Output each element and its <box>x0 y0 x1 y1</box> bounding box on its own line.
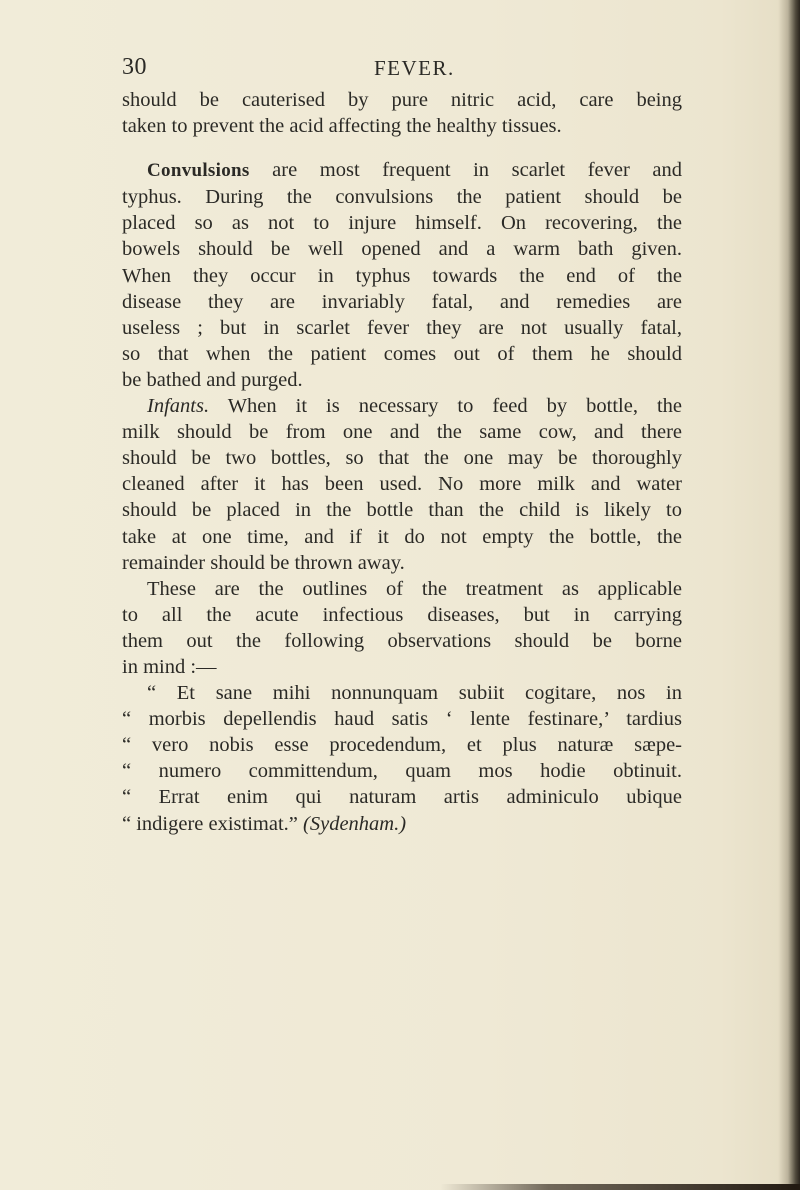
paragraph-convulsions <box>122 157 682 393</box>
text-line: milk should be from one and the same cow, and there <box>122 421 682 444</box>
text-line: be bathed and purged. <box>122 368 303 391</box>
text-line: taken to prevent the acid affecting the healthy tissues. <box>122 115 562 138</box>
text-line: take at one time, and if it do not empty the bottle, the <box>122 525 682 548</box>
quote-attribution: (Sydenham.) <box>303 812 407 835</box>
text-line: When they occur in typhus towards the end of the <box>122 264 682 287</box>
quote-line <box>122 811 682 837</box>
page-edge-shadow <box>778 0 800 1190</box>
text-line <box>122 157 682 184</box>
quote-line: “ Et sane mihi nonnunquam subiit cogitare, nos in <box>147 682 682 705</box>
body-text <box>122 87 682 837</box>
text-line: in mind :— <box>122 655 217 678</box>
sydenham-quotation <box>122 680 682 837</box>
paragraph-infants <box>122 393 682 576</box>
text-line: to all the acute infectious diseases, but in carrying <box>122 603 682 626</box>
quote-line: “ Errat enim qui naturam artis adminiculo ubique <box>122 786 682 809</box>
text-line: remainder should be thrown away. <box>122 551 405 574</box>
text-line: disease they are invariably fatal, and remedies are <box>122 290 682 313</box>
text-line: bowels should be well opened and a warm bath given. <box>122 238 682 261</box>
section-lead-convulsions: Convulsions <box>147 160 250 182</box>
page-header <box>122 54 682 84</box>
text-fragment: are most frequent in scarlet fever and <box>249 159 682 182</box>
paragraph-cautery <box>122 87 682 139</box>
text-line: typhus. During the convulsions the patient should be <box>122 186 682 209</box>
quote-line: “ vero nobis esse procedendum, et plus naturæ sæpe- <box>122 734 682 757</box>
text-line <box>122 393 682 419</box>
text-line: useless ; but in scarlet fever they are not usually fatal, <box>122 316 682 339</box>
text-line: These are the outlines of the treatment as applicable <box>147 577 682 600</box>
quote-line: “ morbis depellendis haud satis ‘ lente festinare,’ tardius <box>122 708 682 731</box>
text-fragment: When it is necessary to feed by bottle, the <box>209 395 682 418</box>
page-number: 30 <box>122 54 147 80</box>
text-line: them out the following observations should be borne <box>122 629 682 652</box>
bottom-edge-shadow <box>440 1184 800 1190</box>
text-line: cleaned after it has been used. No more milk and water <box>122 473 682 496</box>
running-head: FEVER. <box>374 56 455 80</box>
text-line: so that when the patient comes out of them he should <box>122 342 682 365</box>
text-line: should be two bottles, so that the one may be thoroughly <box>122 447 682 470</box>
quote-line: “ numero committendum, quam mos hodie obtinuit. <box>122 760 682 783</box>
text-line: should be placed in the bottle than the child is likely to <box>122 499 682 522</box>
text-line: should be cauterised by pure nitric acid, care being <box>122 89 682 111</box>
paragraph-outlines <box>122 576 682 680</box>
text-fragment: “ indigere existimat.” <box>122 812 304 835</box>
section-lead-infants: Infants. <box>147 395 210 418</box>
text-line: placed so as not to injure himself. On recovering, the <box>122 212 682 235</box>
paragraph-gap <box>122 139 682 157</box>
